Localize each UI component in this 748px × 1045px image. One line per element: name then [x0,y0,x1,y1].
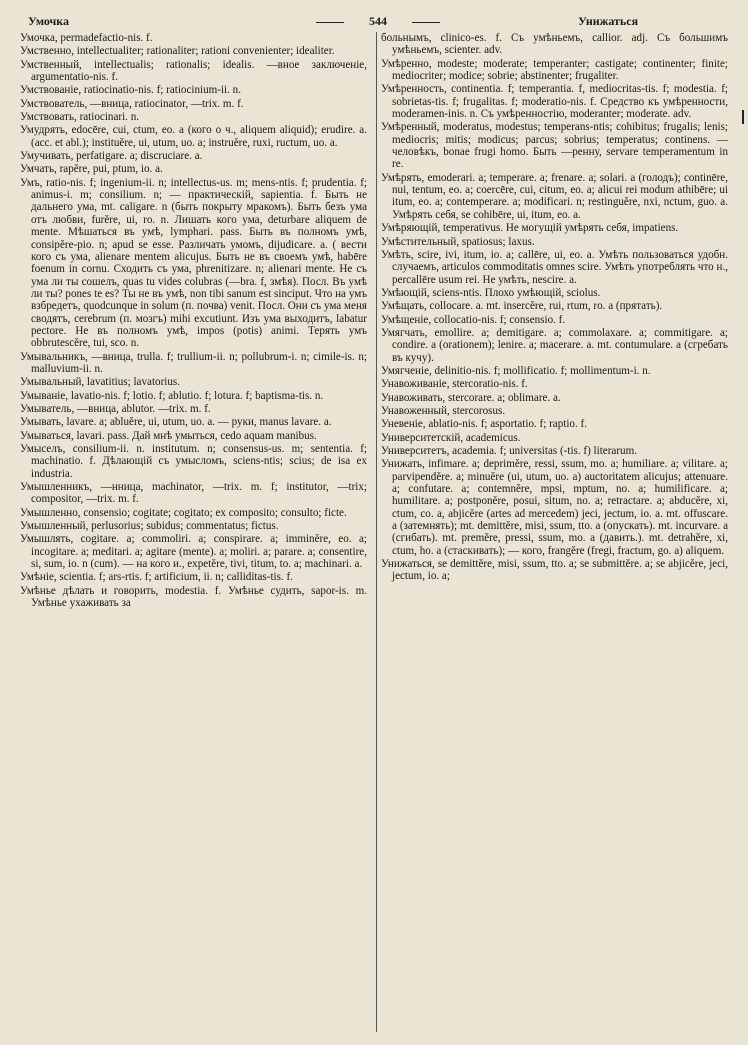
dictionary-entry: Умѣніе, scientia. f; ars-rtis. f; artificium, ii. n; calliditas-tis. f. [20,571,293,584]
dictionary-entry: Унавоживать, stercorare. a; oblimare. a. [381,391,561,404]
dictionary-entry: Умышленно, consensio; cogitate; cogitato; ex composito; consulto; ficte. [20,506,347,519]
header-right-guideword: Унижаться [578,14,639,28]
dictionary-entry: Умчать, rapĕre, pui, ptum, io. a. [20,163,163,176]
right-column [381,32,728,1032]
dictionary-entry: Умѣренность, continentia. f; temperantia. f, mediocritas-tis. f; modestia. f; sobrietas-tis. f; frugalitas. f; moderatio-nis. f. Средство къ умѣренности, moderamen-inis. n. Съ умѣренностію, moderanter; moderate. adv. [381,83,728,121]
dictionary-entry: Унижать, infimare. a; deprimĕre, ressi, ssum, mo. a; humiliare. a; vilitare. a; parvipendĕre. a; minuĕre (ui, utum, uo. a) auctoritatem alicujus; attenuare. a; confutare. a; contemnĕre, mpsi, mptum, no. a; humilificare. a; humilitare. a; postponĕre, posui, situm, no. a; retractare. a; abducĕre, xi, ctum, co. a, abjicĕre (artes ad mercedem) jeci, jectum, io. a. mt. offuscare. a (затемнять); mt. demittĕre, misi, ssum, tto. a (опускать). mt. incurvare. a (сгибать). mt. premĕre, pressi, ssum, mo. a (давить.). mt. detrahĕre, xi, ctum, ho. a (стаскивать); — кого, frangĕre (fregi, fractum, go. a) aliquem. [381,458,728,557]
dictionary-entry: Унижаться, se demittĕre, misi, ssum, tto. a; se submittĕre. a; se abjicĕre, jeci, jectum, io. a; [381,558,728,583]
dictionary-entry: Умъ, ratio-nis. f; ingenium-ii. n; intellectus-us. m; mens-ntis. f; prudentia. f; animus-i. m; consilium. n; — практическій, sapientia. f. Быть не дальнего ума, mt. caligare. n (быть покрыту мракомъ). Быть безъ ума отъ любви, furĕre, ui, ro. n. Лишать кого ума, deturbare aliquem de mente. Мѣшаться въ умѣ, lymphari. pass. Быть въ полномъ умѣ, consipĕre-pio. n; apud se esse. Различать умомъ, dijudicare. a. ( вести кого съ ума, alienare mentem alicujus. Быть не въ своемъ умѣ, habēre foenum in cornu. Сходить съ ума, phrenitizare. n; alienari mente. Не съ ума ли ты сошелъ, quas tu vides colubras (—bra. f, змѣя). Посл. Въ умѣ ли ты? pones te es? Ты не въ умѣ, non tibi sanum est sinciput. Что на умъ взбредетъ, quodcunque in solum (п. почва) venit. Посл. Они съ ума меня сводятъ, cerebrum (п. мозгъ) mihi excutiunt. Изъ ума выходитъ, labatur pectore. Не въ полномъ умѣ, impos (potis) animi. Терять умъ obbrutescĕre, tui, sco. n. [20,176,367,350]
dictionary-entry: Умыселъ, consilium-ii. n. institutum. n; consensus-us. m; sententia. f; machinatio. f. Дѣлающій съ умысломъ, sciens-ntis; scius; de isa ex industria. [20,443,367,480]
text-columns [16,32,728,1032]
dictionary-entry: Унавоженный, stercorosus. [381,404,506,417]
dictionary-entry: Умствовать, ratiocinari. n. [20,111,140,124]
column-divider [376,32,377,1032]
dictionary-entry: Умышленникъ, —нница, machinator, —trix. m. f; institutor, —trix; compositor, —trix. m. f. [20,481,367,506]
dictionary-entry: Умствованіе, ratiocinatio-nis. f; ratiocinium-ii. n. [20,84,242,97]
dictionary-entry: Умѣряющій, temperativus. Не могущій умѣрять себя, impatiens. [381,222,679,235]
dictionary-entry: Умышлять, cogitare. a; commoliri. a; conspirare. a; imminĕre, eo. a; incogitare. a; meditari. a; agitare (mente). a; moliri. a; parare. a; consentire, si, sum, io. n (cum). — на кого и., expetĕre, tivi, titum, to. a; machinari. a. [20,533,367,571]
dictionary-entry: Умыватель, —вница, ablutor. —trix. m. f. [20,402,211,415]
page-number: 544 [316,14,440,29]
dictionary-entry: Умываніе, lavatio-nis. f; lotio. f; ablutio. f; lotura. f; baptisma-tis. n. [20,389,324,402]
dictionary-entry: Умственный, intellectualis; rationalis; idealis. —вное заключеніе, argumentatio-nis. f. [20,58,367,84]
dictionary-entry: Умѣренный, moderatus, modestus; temperans-ntis; cohibitus; frugalis; lenis; mediocris; mitis; modicus; parcus; sobrius; temperatus; continens. — человѣкъ, bonae frugi homo. Быть —ренну, servare temperamentum in re. [381,121,728,171]
dictionary-entry: Умывальный, lavatitius; lavatorius. [20,376,180,389]
page-header [16,10,728,32]
dictionary-entry: Умѣщать, collocare. a. mt. insercĕre, rui, rtum, ro. a (прятать). [381,300,663,313]
dictionary-entry: Умываться, lavari. pass. Дай мнѣ умыться, cedo aquam manibus. [20,429,317,442]
dictionary-entry: Умышленный, perlusorius; subidus; commentatus; fictus. [20,520,279,533]
dictionary-entry: Умствователь, —вница, ratiocinator, —trix. m. f. [20,97,244,110]
dictionary-entry: Университетскій, academicus. [381,431,521,444]
dictionary-entry: Умѣть, scire, ivi, itum, io. a; callēre, ui, eo. a. Умѣть пользоваться удобн. случаемъ, articulos commoditatis omnes scire. Умѣть употреблять что н., percallēre usum rei. Не умѣть, nescire. a. [381,248,728,286]
left-column [16,32,367,1032]
dictionary-entry: Уневеніе, ablatio-nis. f; asportatio. f; raptio. f. [381,418,587,431]
dictionary-entry: Умственно, intellectualiter; rationaliter; rationi convenienter; idealiter. [20,45,335,58]
dictionary-entry: Умѣющій, sciens-ntis. Плохо умѣющій, sciolus. [381,286,601,299]
dictionary-entry: Умягчать, emollire. a; demitigare. a; commolaxare. a; commitigare. a; condire. a (orationem); lenire. a; macerare. a. mt. contumulare. a (сгребать въ кучу). [381,326,728,364]
dictionary-entry: Умочка, permadefactio-nis. f. [20,32,153,44]
dictionary-entry: Умѣренно, modeste; moderate; temperanter; castigate; continenter; finite; mediocriter; modice; sobrie; abstinenter; frugaliter. [381,57,728,83]
dictionary-entry: Умѣстительный, spatiosus; laxus. [381,235,535,248]
dictionary-entry: Умѣнье дѣлать и говорить, modestia. f. Умѣнье судить, sapor-is. m. Умѣнье ухаживать за [20,584,367,610]
dictionary-entry: Унавоживаніе, stercoratio-nis. f. [381,378,528,391]
dictionary-entry: Университетъ, academia. f; universitas (-tis. f) literarum. [381,445,637,457]
dictionary-entry: Умывать, lavare. a; abluĕre, ui, utum, uo. a. — руки, manus lavare. a. [20,416,332,429]
dictionary-entry: Умѣщеніе, collocatio-nis. f; consensio. f. [381,313,566,326]
dictionary-entry: Умывальникъ, —вница, trulla. f; trullium-ii. n; pollubrum-i. n; cimile-is. n; malluvium-ii. n. [20,350,367,375]
header-left-guideword: Умочка [28,14,70,28]
dictionary-entry: Умѣрять, emoderari. a; temperare. a; frenare. a; solari. a (голодъ); continēre, nui, tentum, eo. a; coercēre, cui, citum, eo. a; alicui rei modum athibēre; ui itum, eo. a; contemperare. a; modificari. n; restinguĕre, nxi, nctum, guo. a. Умѣрять себя, se cohibēre, ui, itum, eo. a. [381,171,728,221]
dictionary-entry: Умучивать, perfatigare. a; discruciare. a. [20,150,203,163]
dictionary-entry: Умудрять, edocēre, cui, ctum, eo. a (кого о ч., aliquem aliquid); erudire. a. (acc. et abl.); instituĕre, ui, utum, uo. a; instruĕre, ruxi, ructum, uo. a. [20,124,367,149]
dictionary-entry: больнымъ, clinico-es. f. Съ умѣньемъ, callior. adj. Съ большимъ умѣньемъ, scienter. adv. [381,32,728,57]
margin-mark [742,110,744,124]
dictionary-entry: Умягченіе, delinitio-nis. f; mollificatio. f; mollimentum-i. n. [381,364,651,377]
